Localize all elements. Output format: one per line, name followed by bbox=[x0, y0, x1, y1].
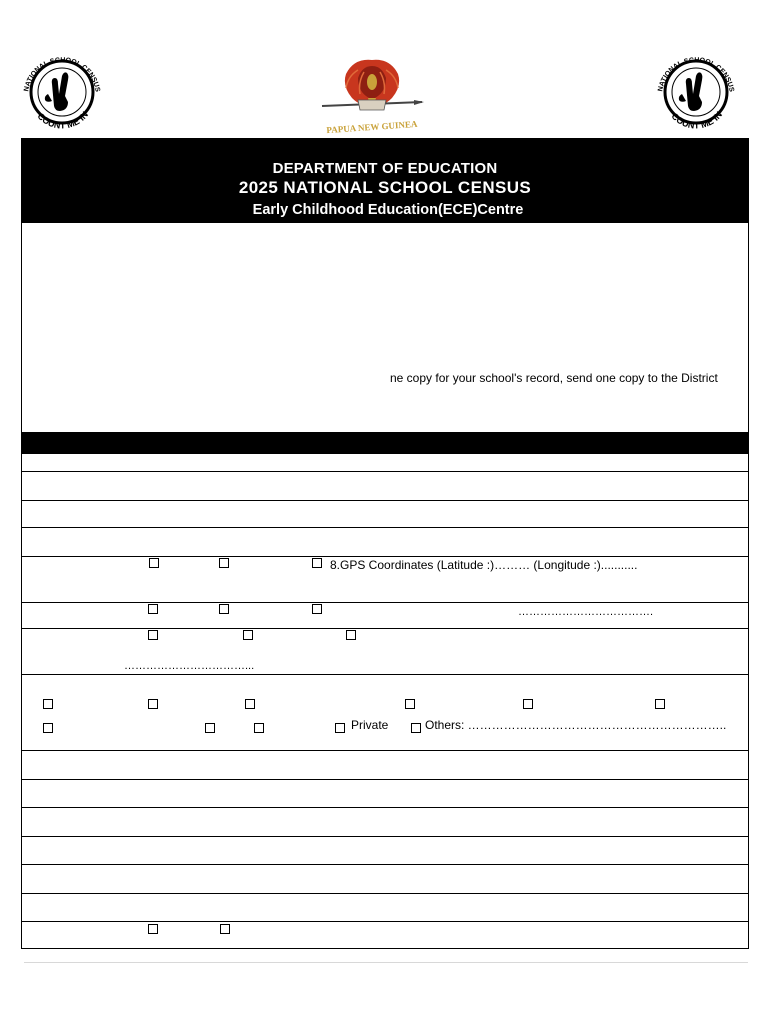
others-checkbox[interactable] bbox=[411, 723, 421, 733]
row-divider bbox=[22, 864, 748, 865]
row-divider bbox=[22, 500, 748, 501]
count-me-in-seal-icon bbox=[18, 54, 106, 138]
bird-of-paradise-emblem-icon bbox=[318, 52, 426, 138]
row-divider bbox=[22, 893, 748, 894]
option-checkbox[interactable] bbox=[219, 604, 229, 614]
option-checkbox[interactable] bbox=[346, 630, 356, 640]
option-checkbox[interactable] bbox=[312, 604, 322, 614]
gps-coordinates-label: 8.GPS Coordinates (Latitude :)……… (Longitude :)........... bbox=[330, 558, 638, 572]
seal-top-text: NATIONAL SCHOOL CENSUS bbox=[657, 56, 735, 93]
option-checkbox[interactable] bbox=[312, 558, 322, 568]
option-checkbox[interactable] bbox=[205, 723, 215, 733]
row-divider bbox=[22, 921, 748, 922]
count-me-in-seal-icon bbox=[652, 54, 740, 138]
png-national-emblem bbox=[318, 52, 426, 138]
option-checkbox[interactable] bbox=[43, 723, 53, 733]
row-divider bbox=[22, 527, 748, 528]
seal-bottom-text: COUNT ME IN bbox=[669, 109, 725, 131]
row-divider bbox=[22, 674, 748, 675]
census-form bbox=[21, 138, 749, 949]
option-checkbox[interactable] bbox=[219, 558, 229, 568]
census-title: 2025 NATIONAL SCHOOL CENSUS bbox=[238, 178, 532, 197]
instructions-text: ne copy for your school's record, send one copy to the District bbox=[390, 371, 718, 385]
row-divider bbox=[22, 779, 748, 780]
form-header bbox=[22, 139, 748, 223]
others-label[interactable]: Others: ……………………………………………………….. bbox=[425, 718, 727, 732]
option-checkbox[interactable] bbox=[405, 699, 415, 709]
section-header-bar bbox=[22, 432, 748, 454]
row-divider bbox=[22, 836, 748, 837]
option-checkbox[interactable] bbox=[148, 604, 158, 614]
row-divider bbox=[22, 602, 748, 603]
row-divider bbox=[22, 807, 748, 808]
private-label: Private bbox=[351, 718, 389, 732]
option-checkbox[interactable] bbox=[148, 699, 158, 709]
row-divider bbox=[22, 556, 748, 557]
option-checkbox[interactable] bbox=[245, 699, 255, 709]
page-footer-rule bbox=[24, 962, 748, 963]
option-checkbox[interactable] bbox=[655, 699, 665, 709]
row-divider bbox=[22, 471, 748, 472]
option-checkbox[interactable] bbox=[254, 723, 264, 733]
fill-in-dots[interactable]: ……………………………... bbox=[124, 660, 255, 672]
option-checkbox[interactable] bbox=[148, 924, 158, 934]
department-title: DEPARTMENT OF EDUCATION bbox=[272, 160, 498, 177]
seal-top-text: NATIONAL SCHOOL CENSUS bbox=[23, 56, 101, 93]
private-checkbox[interactable] bbox=[335, 723, 345, 733]
option-checkbox[interactable] bbox=[43, 699, 53, 709]
form-subtitle: Early Childhood Education(ECE)Centre bbox=[252, 202, 524, 218]
row-divider bbox=[22, 750, 748, 751]
option-checkbox[interactable] bbox=[148, 630, 158, 640]
option-checkbox[interactable] bbox=[523, 699, 533, 709]
option-checkbox[interactable] bbox=[220, 924, 230, 934]
emblem-country-text: PAPUA NEW GUINEA bbox=[326, 118, 418, 136]
option-checkbox[interactable] bbox=[149, 558, 159, 568]
row-divider bbox=[22, 628, 748, 629]
option-checkbox[interactable] bbox=[243, 630, 253, 640]
census-seal-left bbox=[18, 54, 106, 138]
fill-in-dots[interactable]: ………………………………. bbox=[518, 606, 654, 618]
census-seal-right bbox=[652, 54, 740, 138]
seal-bottom-text: COUNT ME IN bbox=[35, 109, 91, 131]
